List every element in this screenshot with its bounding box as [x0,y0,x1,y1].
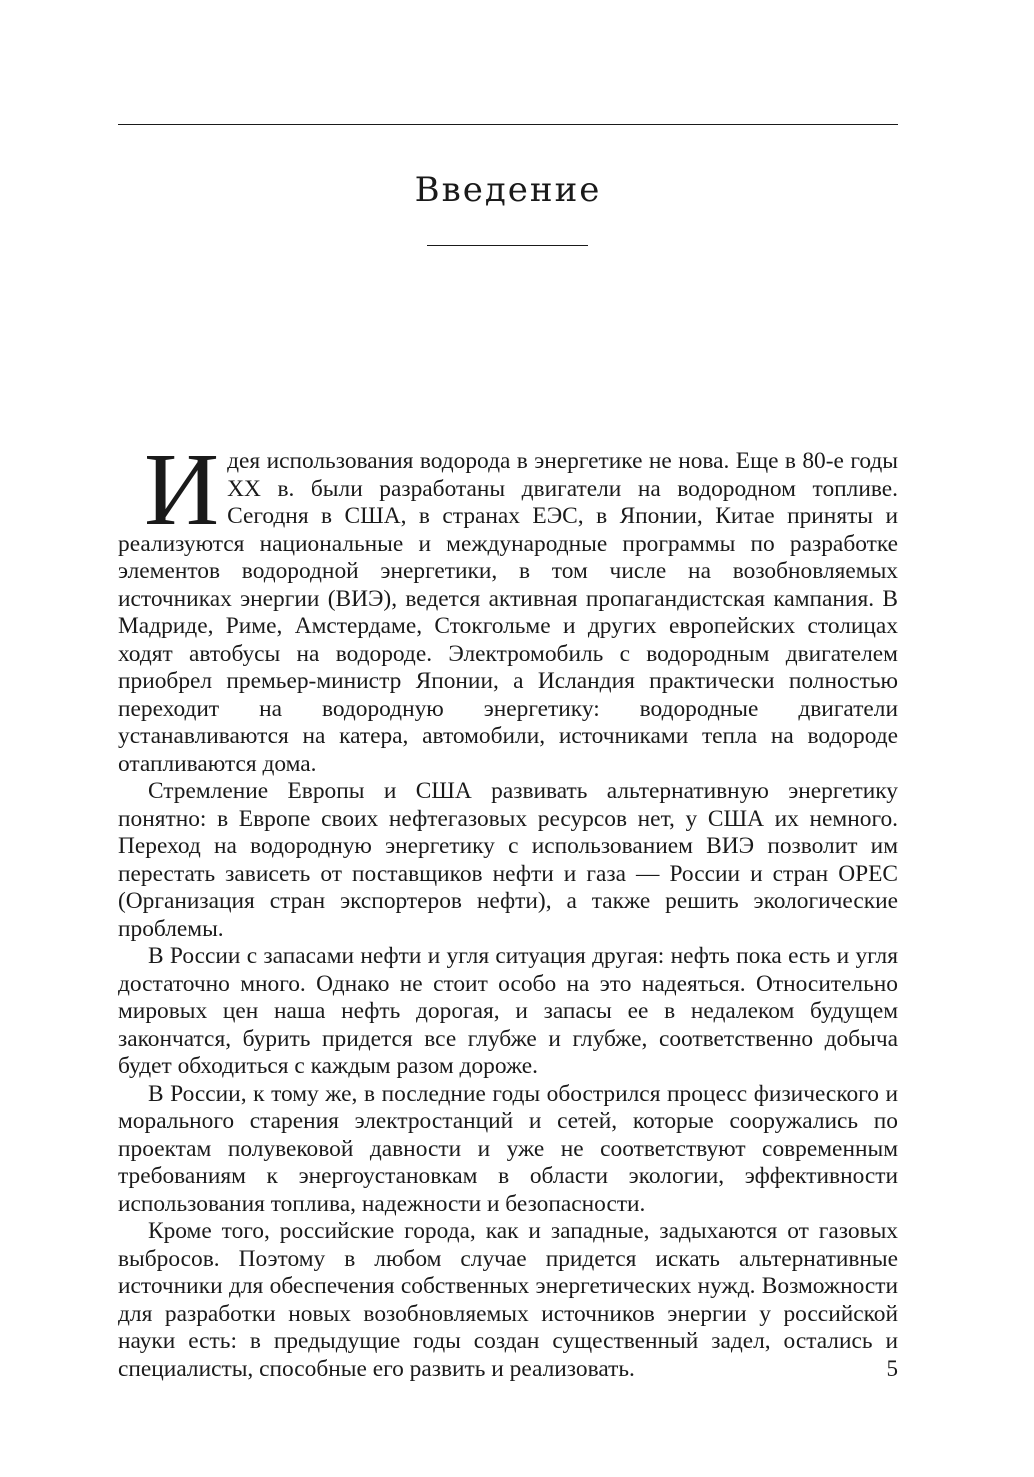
paragraph-4: В России, к тому же, в последние годы обострился процесс физического и морального старения электростанций и сетей, которые сооружались по проектам полувековой давности и уже не соответствуют современным требованиям к энергоустановкам в области экологии, эффективности использования топлива, надежности и безопасности. [118,1080,898,1217]
chapter-title: Введение [414,170,602,210]
paragraph-2: Стремление Европы и США развивать альтернативную энергетику понятно: в Европе своих нефтегазовых ресурсов нет, у США их немного. Переход на водородную энергетику с использованием ВИЭ позволит им перестать зависеть от поставщиков нефти и газа — России и стран OPEC (Организация стран экспортеров нефти), а также решить экологические проблемы. [118,778,898,942]
drop-cap-letter: И [144,432,220,547]
title-underline-rule [427,245,588,246]
paragraph-1-text: дея использования водорода в энергетике не нова. Еще в 80-е годы XX в. были разработаны двигатели на водородном топливе. Сегодня в США, в странах ЕЭС, в Японии, Китае приняты и реализуются национальные и международные программы по разработке элементов водородной энергетики, в том числе на возобновляемых источниках энергии (ВИЭ), ведется активная пропагандистская кампания. В Мадриде, Риме, Амстердаме, Стокгольме и других европейских столицах ходят автобусы на водороде. Электромобиль с водородным двигателем приобрел премьер-министр Японии, а Исландия практически полностью переходит на водородную энергетику: водородные двигатели устанавливаются на катера, автомобили, источниками тепла на водороде отапливаются дома. [118,448,898,777]
body-text [118,432,898,1383]
top-divider-rule [118,124,898,125]
page-number: 5 [886,1356,898,1381]
paragraph-1 [118,432,898,778]
paragraph-3: В России с запасами нефти и угля ситуация другая: нефть пока есть и угля достаточно много. Однако не стоит особо на это надеяться. Относительно мировых цен наша нефть дорогая, и запасы ее в недалеком будущем закончатся, бурить придется все глубже и глубже, соответственно добыча будет обходиться с каждым разом дороже. [118,943,898,1079]
paragraph-5: Кроме того, российские города, как и западные, задыхаются от газовых выбросов. Поэтому в любом случае придется искать альтернативные источники для обеспечения собственных энергетических нужд. Возможности для разработки новых возобновляемых источников энергии у российской науки есть: в предыдущие годы создан существенный задел, остались и специалисты, способные его развить и реализовать. [118,1218,898,1382]
